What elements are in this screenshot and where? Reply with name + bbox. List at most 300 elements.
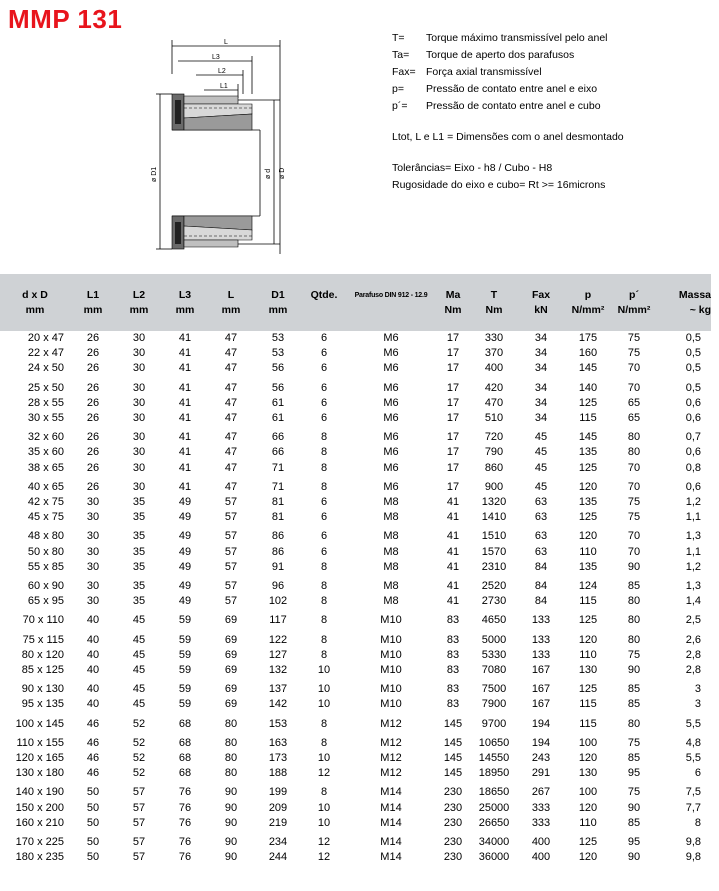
table-cell: 17	[446, 461, 460, 474]
column-header-unit: kN	[534, 303, 548, 316]
table-cell: 130	[578, 767, 598, 780]
table-row	[0, 461, 711, 476]
table-cell: 2,8	[685, 648, 701, 661]
column-header-unit: ~ kg	[689, 303, 711, 316]
table-cell: 57	[132, 801, 146, 814]
table-row	[0, 396, 711, 411]
table-row	[0, 663, 711, 678]
table-cell: 70 x 110	[22, 614, 64, 627]
table-cell: 40	[86, 633, 100, 646]
table-cell: 120	[578, 752, 598, 765]
table-cell: 61	[271, 396, 285, 409]
table-cell: 91	[271, 560, 285, 573]
table-cell: M10	[380, 698, 402, 711]
table-cell: 18950	[478, 767, 510, 780]
table-cell: 3	[694, 683, 701, 696]
table-cell: 57	[132, 816, 146, 829]
tolerances-note: Tolerâncias= Eixo - h8 / Cubo - H8	[392, 162, 553, 174]
table-cell: 110	[579, 545, 597, 558]
table-cell: 860	[484, 461, 504, 474]
table-cell: 140 x 190	[15, 786, 64, 799]
table-cell: 80	[627, 431, 641, 444]
table-cell: 5,5	[685, 717, 701, 730]
table-cell: 63	[534, 511, 548, 524]
table-cell: 40 x 65	[27, 480, 64, 493]
table-cell: 219	[268, 816, 288, 829]
table-cell: 56	[271, 381, 285, 394]
table-cell: M6	[383, 362, 399, 375]
table-cell: M6	[383, 381, 399, 394]
table-cell: 81	[271, 511, 285, 524]
table-header-row	[0, 274, 711, 331]
legend-row	[392, 81, 624, 98]
table-cell: 7500	[481, 683, 507, 696]
table-cell: 0,7	[685, 431, 701, 444]
legend-description: Pressão de contato entre anel e eixo	[426, 83, 598, 95]
column-header-unit: mm	[221, 303, 241, 316]
table-cell: 140	[578, 381, 598, 394]
table-row	[0, 545, 711, 560]
dimensions-note: Ltot, L e L1 = Dimensões com o anel desmontado	[392, 131, 624, 143]
table-cell: 188	[268, 767, 288, 780]
table-cell: M12	[380, 752, 402, 765]
table-cell: 243	[531, 752, 551, 765]
table-row	[0, 609, 711, 628]
table-cell: 120	[578, 530, 598, 543]
table-cell: 160 x 210	[15, 816, 64, 829]
table-cell: 133	[531, 614, 551, 627]
column-header-label: Massa	[678, 288, 711, 301]
table-row	[0, 751, 711, 766]
table-cell: 70	[627, 480, 641, 493]
table-cell: 9,8	[685, 836, 701, 849]
table-cell: 8	[320, 614, 328, 627]
table-cell: 75 x 115	[22, 633, 64, 646]
legend-description: Força axial transmissível	[426, 66, 542, 78]
table-cell: 83	[446, 633, 460, 646]
table-cell: 80	[627, 595, 641, 608]
table-cell: 41	[446, 595, 460, 608]
table-cell: 46	[86, 752, 100, 765]
table-cell: 133	[531, 633, 551, 646]
table-cell: 36000	[478, 851, 510, 864]
column-header-unit: mm	[129, 303, 149, 316]
table-cell: 150 x 200	[15, 801, 64, 814]
table-cell: 70	[627, 530, 641, 543]
table-cell: 125	[578, 396, 598, 409]
column-header-unit	[346, 303, 436, 318]
table-cell: 120	[578, 633, 598, 646]
table-cell: 115	[579, 698, 597, 711]
table-cell: 80 x 120	[21, 648, 64, 661]
table-cell: 117	[269, 614, 287, 627]
column-header-unit: mm	[268, 303, 288, 316]
table-cell: 41	[446, 530, 460, 543]
table-cell: 47	[224, 446, 238, 459]
table-cell: 49	[178, 545, 192, 558]
table-cell: 80	[224, 752, 238, 765]
table-cell: 30	[86, 496, 100, 509]
table-cell: 57	[132, 851, 146, 864]
table-cell: 120 x 165	[15, 752, 64, 765]
table-cell: 70	[627, 461, 641, 474]
table-cell: 57	[224, 560, 238, 573]
table-cell: 41	[446, 545, 460, 558]
table-cell: 52	[132, 767, 146, 780]
table-cell: 110	[579, 648, 597, 661]
table-cell: 160	[578, 347, 598, 360]
table-cell: 70	[627, 545, 641, 558]
table-cell: 4650	[481, 614, 507, 627]
table-cell: 83	[446, 683, 460, 696]
table-cell: 30	[132, 362, 146, 375]
table-cell: M14	[380, 801, 402, 814]
table-cell: 0,8	[685, 461, 701, 474]
table-cell: 90 x 130	[21, 683, 64, 696]
table-cell: 26	[86, 396, 100, 409]
table-cell: 52	[132, 752, 146, 765]
table-cell: 47	[224, 461, 238, 474]
table-cell: 63	[534, 545, 548, 558]
table-cell: 75	[627, 347, 641, 360]
legend-symbol: p=	[392, 83, 404, 95]
table-cell: 8	[320, 431, 328, 444]
table-cell: 95	[627, 767, 641, 780]
table-cell: 85	[627, 752, 641, 765]
table-cell: 69	[224, 614, 238, 627]
table-cell: 30 x 55	[27, 412, 64, 425]
table-cell: 24 x 50	[27, 362, 64, 375]
table-row	[0, 575, 711, 594]
table-cell: 230	[443, 801, 463, 814]
table-cell: 90	[224, 836, 238, 849]
table-cell: 35	[132, 560, 146, 573]
table-cell: 75	[627, 332, 641, 344]
table-cell: 86	[271, 545, 285, 558]
table-cell: 66	[271, 431, 285, 444]
table-row	[0, 560, 711, 575]
table-cell: 52	[132, 736, 146, 749]
table-cell: 76	[178, 816, 192, 829]
table-cell: 45	[132, 648, 146, 661]
column-header-unit: Nm	[444, 303, 462, 316]
table-cell: 41	[178, 347, 192, 360]
table-cell: 8	[320, 580, 328, 593]
table-row	[0, 331, 711, 346]
column-header	[208, 274, 254, 331]
table-cell: 46	[86, 736, 100, 749]
table-cell: 1570	[481, 545, 507, 558]
table-cell: 57	[224, 595, 238, 608]
roughness-note: Rugosidade do eixo e cubo= Rt >= 16microns	[392, 179, 606, 191]
table-row	[0, 510, 711, 525]
table-cell: 40	[86, 614, 100, 627]
table-cell: 40	[86, 683, 100, 696]
table-cell: 90	[627, 664, 641, 677]
column-header	[254, 274, 302, 331]
table-row	[0, 411, 711, 426]
table-cell: 34	[534, 347, 548, 360]
table-cell: 35	[132, 580, 146, 593]
table-row	[0, 629, 711, 648]
table-cell: 57	[224, 530, 238, 543]
table-cell: 7080	[481, 664, 507, 677]
table-cell: 75	[627, 648, 641, 661]
table-cell: 57	[224, 496, 238, 509]
table-cell: 40	[86, 664, 100, 677]
table-cell: 30	[132, 347, 146, 360]
table-cell: 96	[271, 580, 285, 593]
table-cell: 900	[484, 480, 504, 493]
column-header-unit: N/mm²	[617, 303, 651, 316]
table-cell: 80	[627, 633, 641, 646]
table-cell: 175	[578, 332, 598, 344]
table-cell: 41	[178, 480, 192, 493]
table-row	[0, 732, 711, 751]
dim-label-L1: L1	[220, 83, 228, 90]
table-cell: 56	[271, 362, 285, 375]
legend-row	[392, 47, 624, 64]
column-header-label: L3	[178, 288, 192, 301]
table-cell: 26	[86, 431, 100, 444]
table-cell: 125	[578, 836, 598, 849]
table-cell: 6	[320, 412, 328, 425]
table-cell: 47	[224, 412, 238, 425]
table-cell: 30	[132, 461, 146, 474]
legend-row	[392, 98, 624, 115]
table-row	[0, 346, 711, 361]
table-cell: 125	[578, 683, 598, 696]
column-header-label: L	[227, 288, 235, 301]
table-row	[0, 801, 711, 816]
table-cell: 6	[320, 332, 328, 344]
table-cell: 1510	[481, 530, 507, 543]
legend-description: Torque máximo transmissível pelo anel	[426, 32, 608, 44]
table-cell: 50	[86, 801, 100, 814]
table-cell: 66	[271, 446, 285, 459]
legend-symbol: T=	[392, 32, 405, 44]
column-header	[612, 274, 656, 331]
table-cell: 45	[534, 480, 548, 493]
table-cell: 32 x 60	[27, 431, 64, 444]
table-cell: 75	[627, 736, 641, 749]
table-cell: 85	[627, 698, 641, 711]
table-body	[0, 331, 711, 866]
legend-symbol: Fax=	[392, 66, 416, 78]
table-cell: 8	[320, 595, 328, 608]
table-cell: 130	[578, 664, 598, 677]
table-cell: M6	[383, 332, 399, 344]
table-row	[0, 697, 711, 712]
table-cell: 10	[317, 698, 331, 711]
table-cell: 90	[627, 801, 641, 814]
table-cell: 400	[531, 851, 551, 864]
table-cell: 76	[178, 801, 192, 814]
table-cell: 163	[268, 736, 288, 749]
table-cell: 8	[320, 648, 328, 661]
table-cell: 209	[268, 801, 288, 814]
table-cell: 26	[86, 412, 100, 425]
table-cell: 30	[86, 580, 100, 593]
column-header-unit: Nm	[485, 303, 503, 316]
table-cell: 34000	[478, 836, 510, 849]
table-cell: 45	[132, 664, 146, 677]
table-cell: 69	[224, 698, 238, 711]
table-cell: 330	[484, 332, 504, 344]
dim-label-D: ø D	[279, 167, 286, 179]
column-header-label: p´	[629, 288, 639, 301]
column-header	[518, 274, 564, 331]
table-cell: 41	[446, 496, 460, 509]
table-cell: 291	[531, 767, 551, 780]
table-cell: 81	[271, 496, 285, 509]
table-cell: 55 x 85	[27, 560, 64, 573]
table-cell: 85	[627, 683, 641, 696]
table-cell: 3	[694, 698, 701, 711]
table-cell: 76	[178, 836, 192, 849]
table-cell: M6	[383, 446, 399, 459]
table-cell: 110	[579, 816, 597, 829]
table-cell: 180 x 235	[15, 851, 64, 864]
table-cell: 49	[178, 580, 192, 593]
table-cell: 100	[578, 786, 598, 799]
table-cell: 1,3	[685, 580, 701, 593]
table-cell: 0,5	[685, 332, 701, 344]
table-cell: M6	[383, 412, 399, 425]
table-cell: 135	[578, 560, 598, 573]
table-cell: 35	[132, 496, 146, 509]
table-cell: 470	[484, 396, 504, 409]
table-cell: 8	[320, 560, 328, 573]
table-cell: 142	[268, 698, 288, 711]
column-header-unit	[302, 303, 346, 318]
table-cell: M8	[383, 595, 399, 608]
table-cell: 0,5	[685, 381, 701, 394]
table-cell: M12	[380, 717, 402, 730]
column-header-unit: mm	[175, 303, 195, 316]
table-cell: 65	[627, 396, 641, 409]
table-cell: 230	[443, 816, 463, 829]
table-cell: 90	[627, 560, 641, 573]
table-cell: 135	[578, 446, 598, 459]
table-cell: 8	[320, 736, 328, 749]
table-cell: 7,5	[685, 786, 701, 799]
table-cell: 145	[443, 736, 463, 749]
dim-label-D1: ø D1	[151, 166, 158, 182]
table-cell: 153	[268, 717, 288, 730]
table-cell: M10	[380, 683, 402, 696]
table-cell: M14	[380, 816, 402, 829]
table-cell: 20 x 47	[27, 332, 64, 344]
legend-row	[392, 64, 624, 81]
table-cell: 35	[132, 511, 146, 524]
table-cell: 5330	[481, 648, 507, 661]
table-cell: 41	[178, 431, 192, 444]
table-cell: 132	[268, 664, 288, 677]
table-cell: 8	[694, 816, 701, 829]
table-cell: 122	[268, 633, 288, 646]
table-cell: 9,8	[685, 851, 701, 864]
column-header-label: Ma	[445, 288, 461, 301]
table-cell: 6	[320, 347, 328, 360]
table-cell: 45	[534, 461, 548, 474]
table-cell: 57	[132, 836, 146, 849]
table-cell: 167	[531, 683, 551, 696]
table-cell: 26650	[478, 816, 510, 829]
table-cell: 145	[443, 767, 463, 780]
table-cell: 9700	[481, 717, 507, 730]
column-header	[70, 274, 116, 331]
table-cell: M8	[383, 530, 399, 543]
table-cell: 45	[132, 698, 146, 711]
table-cell: M14	[380, 836, 402, 849]
table-cell: 63	[534, 496, 548, 509]
table-cell: 69	[224, 648, 238, 661]
legend-description: Pressão de contato entre anel e cubo	[426, 100, 601, 112]
table-cell: 76	[178, 851, 192, 864]
table-cell: 46	[86, 767, 100, 780]
table-row	[0, 525, 711, 544]
table-cell: 53	[271, 332, 285, 344]
table-cell: 8	[320, 717, 328, 730]
table-cell: 86	[271, 530, 285, 543]
table-cell: 170 x 225	[15, 836, 64, 849]
table-cell: 30	[132, 446, 146, 459]
table-cell: 194	[531, 736, 551, 749]
table-cell: M12	[380, 767, 402, 780]
table-cell: 35 x 60	[27, 446, 64, 459]
table-cell: 1,3	[685, 530, 701, 543]
table-cell: M6	[383, 396, 399, 409]
table-cell: 230	[443, 786, 463, 799]
table-cell: 720	[484, 431, 504, 444]
table-cell: 57	[224, 511, 238, 524]
table-cell: 22 x 47	[27, 347, 64, 360]
table-cell: M8	[383, 560, 399, 573]
column-header	[436, 274, 470, 331]
table-cell: 145	[443, 717, 463, 730]
table-cell: 63	[534, 530, 548, 543]
table-cell: 50	[86, 786, 100, 799]
table-row	[0, 361, 711, 376]
table-cell: 48 x 80	[27, 530, 64, 543]
table-cell: 420	[484, 381, 504, 394]
table-cell: 28 x 55	[27, 396, 64, 409]
table-cell: 34	[534, 332, 548, 344]
table-cell: 0,6	[685, 412, 701, 425]
table-cell: 194	[531, 717, 551, 730]
table-cell: 84	[534, 560, 548, 573]
column-header-label: Qtde.	[310, 288, 338, 301]
table-cell: 34	[534, 412, 548, 425]
table-cell: 41	[446, 580, 460, 593]
column-header-label: L2	[132, 288, 146, 301]
table-cell: 90	[627, 851, 641, 864]
table-cell: 510	[484, 412, 504, 425]
table-cell: 59	[178, 683, 192, 696]
table-cell: 90	[224, 851, 238, 864]
table-cell: 47	[224, 381, 238, 394]
table-row	[0, 426, 711, 445]
table-cell: 68	[178, 752, 192, 765]
table-cell: 130 x 180	[15, 767, 64, 780]
table-cell: 12	[317, 836, 331, 849]
table-cell: 173	[268, 752, 288, 765]
table-cell: 30	[132, 412, 146, 425]
table-cell: M12	[380, 736, 402, 749]
table-cell: 25000	[478, 801, 510, 814]
table-cell: 26	[86, 332, 100, 344]
